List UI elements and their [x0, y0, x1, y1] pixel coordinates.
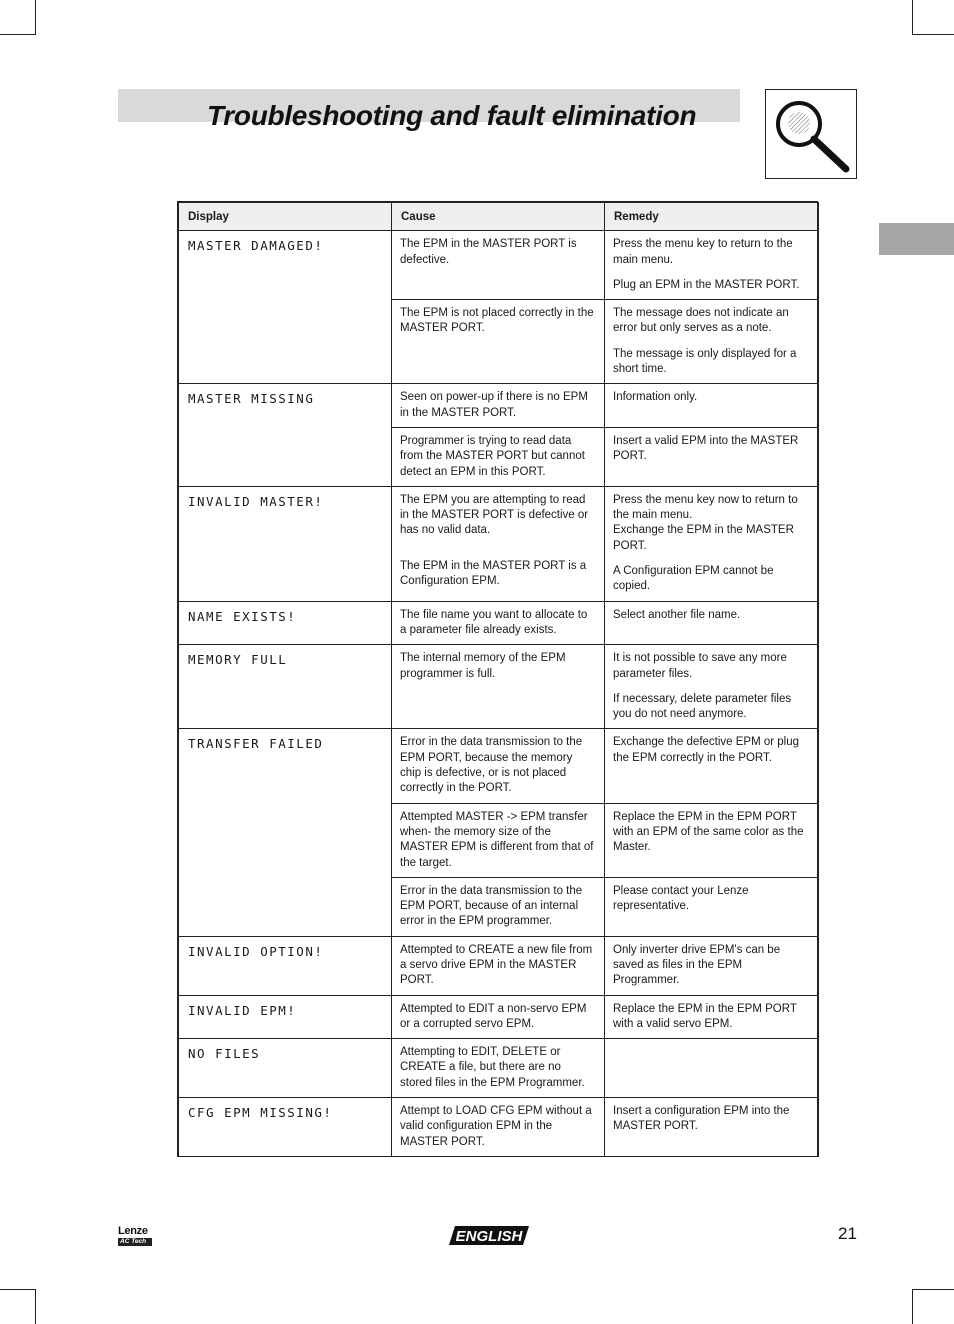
- remedy-cell: [605, 803, 819, 877]
- cause-cell: [392, 936, 605, 995]
- table-row: [179, 936, 819, 995]
- display-message: MASTER DAMAGED!: [179, 231, 392, 384]
- logo-sub: AC Tech: [118, 1238, 152, 1246]
- cause-text: Seen on power-up if there is no EPM in the MASTER PORT.: [400, 391, 588, 419]
- table-row: [179, 995, 819, 1039]
- cause-text: The EPM is not placed correctly in the MASTER PORT.: [400, 307, 594, 335]
- cause-text: Attempting to EDIT, DELETE or CREATE a file, but there are no stored files in the EPM Programmer.: [400, 1046, 585, 1089]
- display-message: NAME EXISTS!: [179, 601, 392, 645]
- cause-cell: [392, 1039, 605, 1098]
- logo-brand: Lenze: [118, 1225, 148, 1237]
- cause-cell: [392, 995, 605, 1039]
- remedy-text: Replace the EPM in the EPM PORT with a valid servo EPM.: [613, 1002, 797, 1030]
- remedy-text: Only inverter drive EPM's can be saved as files in the EPM Programmer.: [613, 943, 781, 987]
- remedy-cell: [605, 877, 819, 936]
- display-message: MASTER MISSING: [179, 384, 392, 486]
- table-row: [179, 231, 819, 300]
- display-message: INVALID EPM!: [179, 995, 392, 1039]
- crop-mark: [0, 1289, 35, 1290]
- remedy-text: A Configuration EPM cannot be copied.: [613, 565, 774, 593]
- language-label: ENGLISH: [455, 1228, 523, 1245]
- crop-mark: [912, 0, 913, 35]
- remedy-cell: [605, 384, 819, 428]
- display-message: INVALID OPTION!: [179, 936, 392, 995]
- crop-mark: [912, 1289, 913, 1324]
- remedy-text: If necessary, delete parameter files you do not need anymore.: [613, 692, 792, 721]
- magnifier-icon: [765, 89, 857, 179]
- remedy-cell: [605, 936, 819, 995]
- remedy-cell: [605, 601, 819, 645]
- remedy-text: Replace the EPM in the EPM PORT with an EPM of the same color as the Master.: [613, 810, 804, 854]
- cause-text: The EPM in the MASTER PORT is a Configuration EPM.: [400, 559, 587, 588]
- remedy-text: Please contact your Lenze representative.: [613, 884, 749, 913]
- remedy-text: The message does not indicate an error but only serves as a note.: [613, 307, 789, 335]
- remedy-text: Information only.: [613, 391, 698, 404]
- crop-mark: [912, 34, 954, 35]
- remedy-text: It is not possible to save any more parameter files.: [613, 652, 787, 680]
- cause-text: The EPM in the MASTER PORT is defective.: [400, 238, 577, 266]
- cause-cell: [392, 1098, 605, 1157]
- remedy-cell: [605, 729, 819, 803]
- remedy-text: Insert a valid EPM into the MASTER PORT.: [613, 434, 799, 463]
- page-title: Troubleshooting and fault elimination: [207, 100, 697, 131]
- cause-text: The file name you want to allocate to a parameter file already exists.: [400, 608, 588, 636]
- table-row: [179, 729, 819, 803]
- header-cause: Cause: [392, 203, 605, 231]
- remedy-cell: [605, 995, 819, 1039]
- table-row: [179, 1039, 819, 1098]
- cause-text: Error in the data transmission to the EPM PORT, because of an internal error in the EPM programmer.: [400, 884, 583, 928]
- cause-cell: [392, 877, 605, 936]
- table-header-row: [179, 203, 819, 231]
- cause-text: Attempted to EDIT a non-servo EPM or a corrupted servo EPM.: [400, 1002, 587, 1030]
- crop-mark: [912, 1289, 954, 1290]
- cause-cell: [392, 427, 605, 486]
- display-message: NO FILES: [179, 1039, 392, 1098]
- language-badge: [449, 1226, 529, 1245]
- crop-mark: [35, 1289, 36, 1324]
- table-row: [179, 1098, 819, 1157]
- crop-mark: [0, 34, 35, 35]
- remedy-text: Plug an EPM in the MASTER PORT.: [613, 278, 800, 291]
- display-message: MEMORY FULL: [179, 645, 392, 729]
- cause-text: Attempt to LOAD CFG EPM without a valid configuration EPM in the MASTER PORT.: [400, 1105, 592, 1148]
- table-row: [179, 486, 819, 601]
- cause-text: Error in the data transmission to the EPM PORT, because the memory chip is defective, or is not placed correctly in the PORT.: [400, 736, 583, 795]
- crop-mark: [35, 0, 36, 35]
- cause-cell: [392, 729, 605, 803]
- remedy-cell: [605, 486, 819, 601]
- remedy-text: The message is only displayed for a short time.: [613, 347, 797, 376]
- remedy-text: Exchange the defective EPM or plug the EPM correctly in the PORT.: [613, 736, 800, 764]
- remedy-cell: [605, 231, 819, 300]
- table-row: [179, 645, 819, 729]
- remedy-cell: [605, 1098, 819, 1157]
- lenze-logo: [118, 1226, 152, 1246]
- cause-cell: [392, 231, 605, 300]
- remedy-text: Select another file name.: [613, 608, 741, 621]
- cause-cell: [392, 645, 605, 729]
- page-number: 21: [838, 1224, 857, 1243]
- remedy-cell: [605, 427, 819, 486]
- display-message: INVALID MASTER!: [179, 486, 392, 601]
- cause-text: Attempted MASTER -> EPM transfer when- the memory size of the MASTER EPM is different from that of the target.: [400, 810, 594, 869]
- remedy-cell: [605, 300, 819, 384]
- cause-cell: [392, 803, 605, 877]
- remedy-cell: [605, 1039, 819, 1098]
- header-display: Display: [179, 203, 392, 231]
- cause-cell: [392, 384, 605, 428]
- header-remedy: Remedy: [605, 203, 819, 231]
- display-message: CFG EPM MISSING!: [179, 1098, 392, 1157]
- cause-text: Programmer is trying to read data from the MASTER PORT but cannot detect an EPM in this PORT.: [400, 434, 585, 478]
- cause-cell: [392, 300, 605, 384]
- remedy-text: Insert a configuration EPM into the MASTER PORT.: [613, 1105, 790, 1133]
- cause-text: The EPM you are attempting to read in the MASTER PORT is defective or has no valid data.: [400, 493, 589, 537]
- cause-cell: [392, 601, 605, 645]
- display-message: TRANSFER FAILED: [179, 729, 392, 936]
- cause-cell: [392, 486, 605, 601]
- remedy-text: Press the menu key now to return to the main menu. Exchange the EPM in the MASTER PORT.: [613, 493, 798, 552]
- chapter-tab: [879, 223, 954, 255]
- cause-text: Attempted to CREATE a new file from a servo drive EPM in the MASTER PORT.: [400, 943, 593, 987]
- remedy-cell: [605, 645, 819, 729]
- cause-text: The internal memory of the EPM programmer is full.: [400, 652, 566, 680]
- remedy-text: Press the menu key to return to the main menu.: [613, 238, 793, 266]
- table-row: [179, 384, 819, 428]
- table-row: [179, 601, 819, 645]
- troubleshooting-table: [178, 202, 819, 1157]
